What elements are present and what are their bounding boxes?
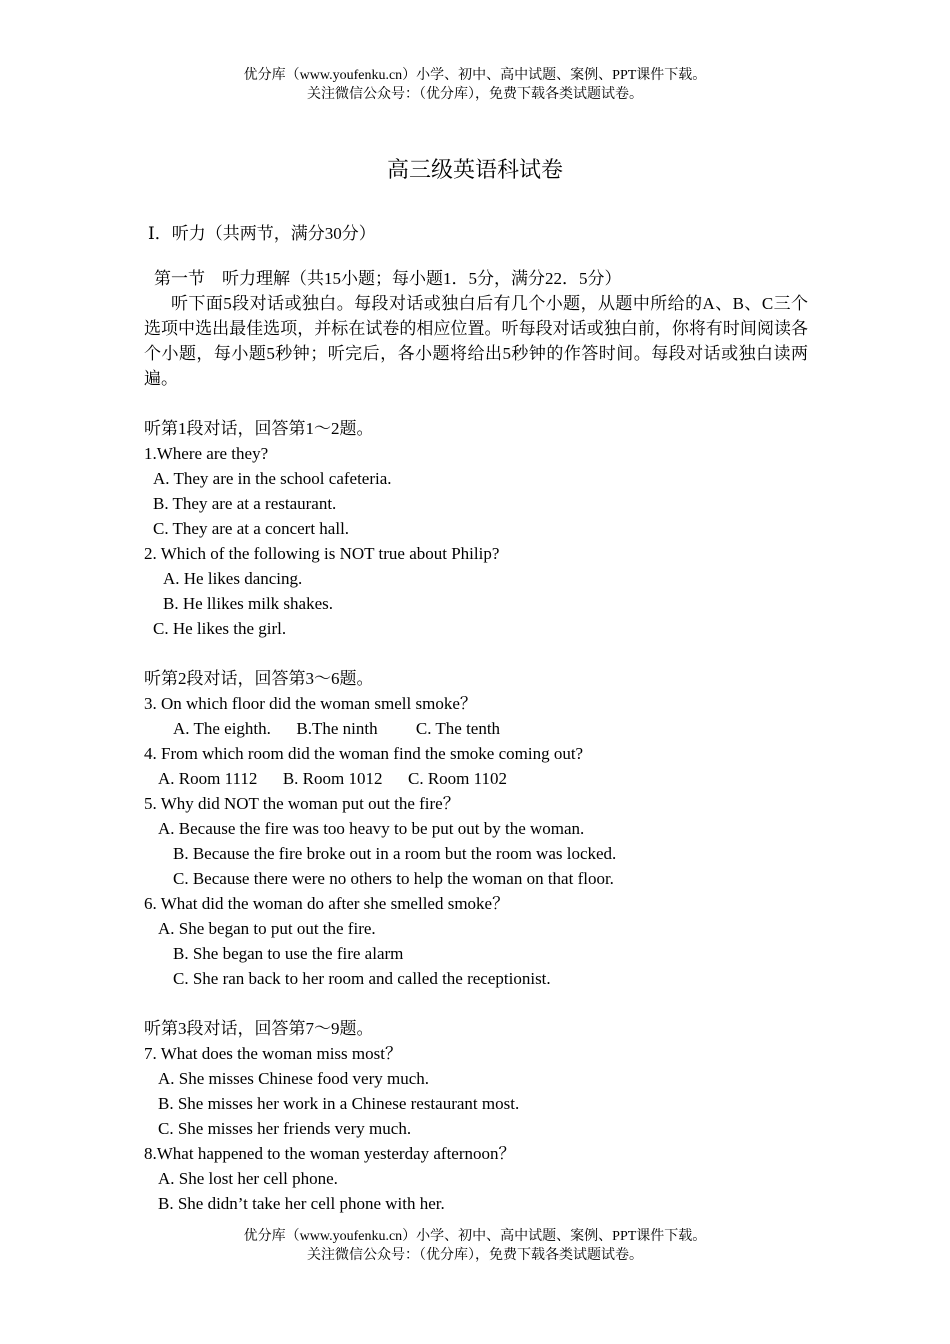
part-1-heading: Ⅰ．听力（共两节，满分30分） [148,224,376,243]
question-2-option-a: A. He likes dancing. [163,569,303,588]
question-4-options: A. Room 1112 B. Room 1012 C. Room 1102 [158,769,507,788]
dialog-3-heading: 听第3段对话，回答第7～9题。 [144,1019,374,1038]
question-6-option-b: B. She began to use the fire alarm [173,944,404,963]
dialog-1-heading: 听第1段对话，回答第1～2题。 [144,419,374,438]
question-5-option-b: B. Because the fire broke out in a room but the room was locked. [173,844,617,863]
header-line-2: 关注微信公众号：（优分库），免费下载各类试题试卷。 [307,87,643,102]
question-6: 6. What did the woman do after she smelled smoke？ [144,894,510,913]
question-4: 4. From which room did the woman find the smoke coming out? [144,744,584,763]
question-2: 2. Which of the following is NOT true about Philip? [144,544,500,563]
question-2-option-b: B. He llikes milk shakes. [163,594,333,613]
question-1-option-c: C. They are at a concert hall. [153,519,350,538]
question-7-option-a: A. She misses Chinese food very much. [158,1069,430,1088]
question-6-option-a: A. She began to put out the fire. [158,919,376,938]
dialog-2-heading: 听第2段对话，回答第3～6题。 [144,669,374,688]
exam-content [144,266,808,1216]
question-5-option-c: C. Because there were no others to help the woman on that floor. [173,869,614,888]
question-2-option-c: C. He likes the girl. [153,619,287,638]
question-3: 3. On which floor did the woman smell smoke？ [144,694,477,713]
question-8: 8.What happened to the woman yesterday afternoon？ [144,1144,516,1163]
question-8-option-a: A. She lost her cell phone. [158,1169,338,1188]
page-footer [0,1227,950,1265]
footer-line-1: 优分库（www.youfenku.cn）小学、初中、高中试题、案例、PPT课件下载。 [243,1229,707,1244]
question-7-option-c: C. She misses her friends very much. [158,1119,412,1138]
question-3-options: A. The eighth. B.The ninth C. The tenth [173,719,501,738]
exam-title: 高三级英语科试卷 [386,157,563,182]
question-7-option-b: B. She misses her work in a Chinese restaurant most. [158,1094,520,1113]
question-1-option-a: A. They are in the school cafeteria. [153,469,392,488]
question-5-option-a: A. Because the fire was too heavy to be put out by the woman. [158,819,585,838]
page-header [0,66,950,104]
header-line-1: 优分库（www.youfenku.cn）小学、初中、高中试题、案例、PPT课件下载。 [243,68,707,83]
section-1-instructions: 听下面5段对话或独白。每段对话或独白后有几个小题，从题中所给的A、B、C三个选项中选出最佳选项，并标在试卷的相应位置。听每段对话或独白前，你将有时间阅读各个小题，每小题5秒钟；听完后，各小题将给出5秒钟的作答时间。每段对话或独白读两遍。 [144,294,808,388]
section-1-title: 第一节 听力理解（共15小题；每小题1．5分，满分22．5分） [154,269,622,288]
question-8-option-b: B. She didn’t take her cell phone with her. [158,1194,445,1213]
question-6-option-c: C. She ran back to her room and called the receptionist. [173,969,551,988]
question-5: 5. Why did NOT the woman put out the fire？ [144,794,460,813]
question-1-option-b: B. They are at a restaurant. [153,494,337,513]
footer-line-2: 关注微信公众号：（优分库），免费下载各类试题试卷。 [307,1248,643,1263]
question-1: 1.Where are they? [144,444,269,463]
question-7: 7. What does the woman miss most？ [144,1044,402,1063]
